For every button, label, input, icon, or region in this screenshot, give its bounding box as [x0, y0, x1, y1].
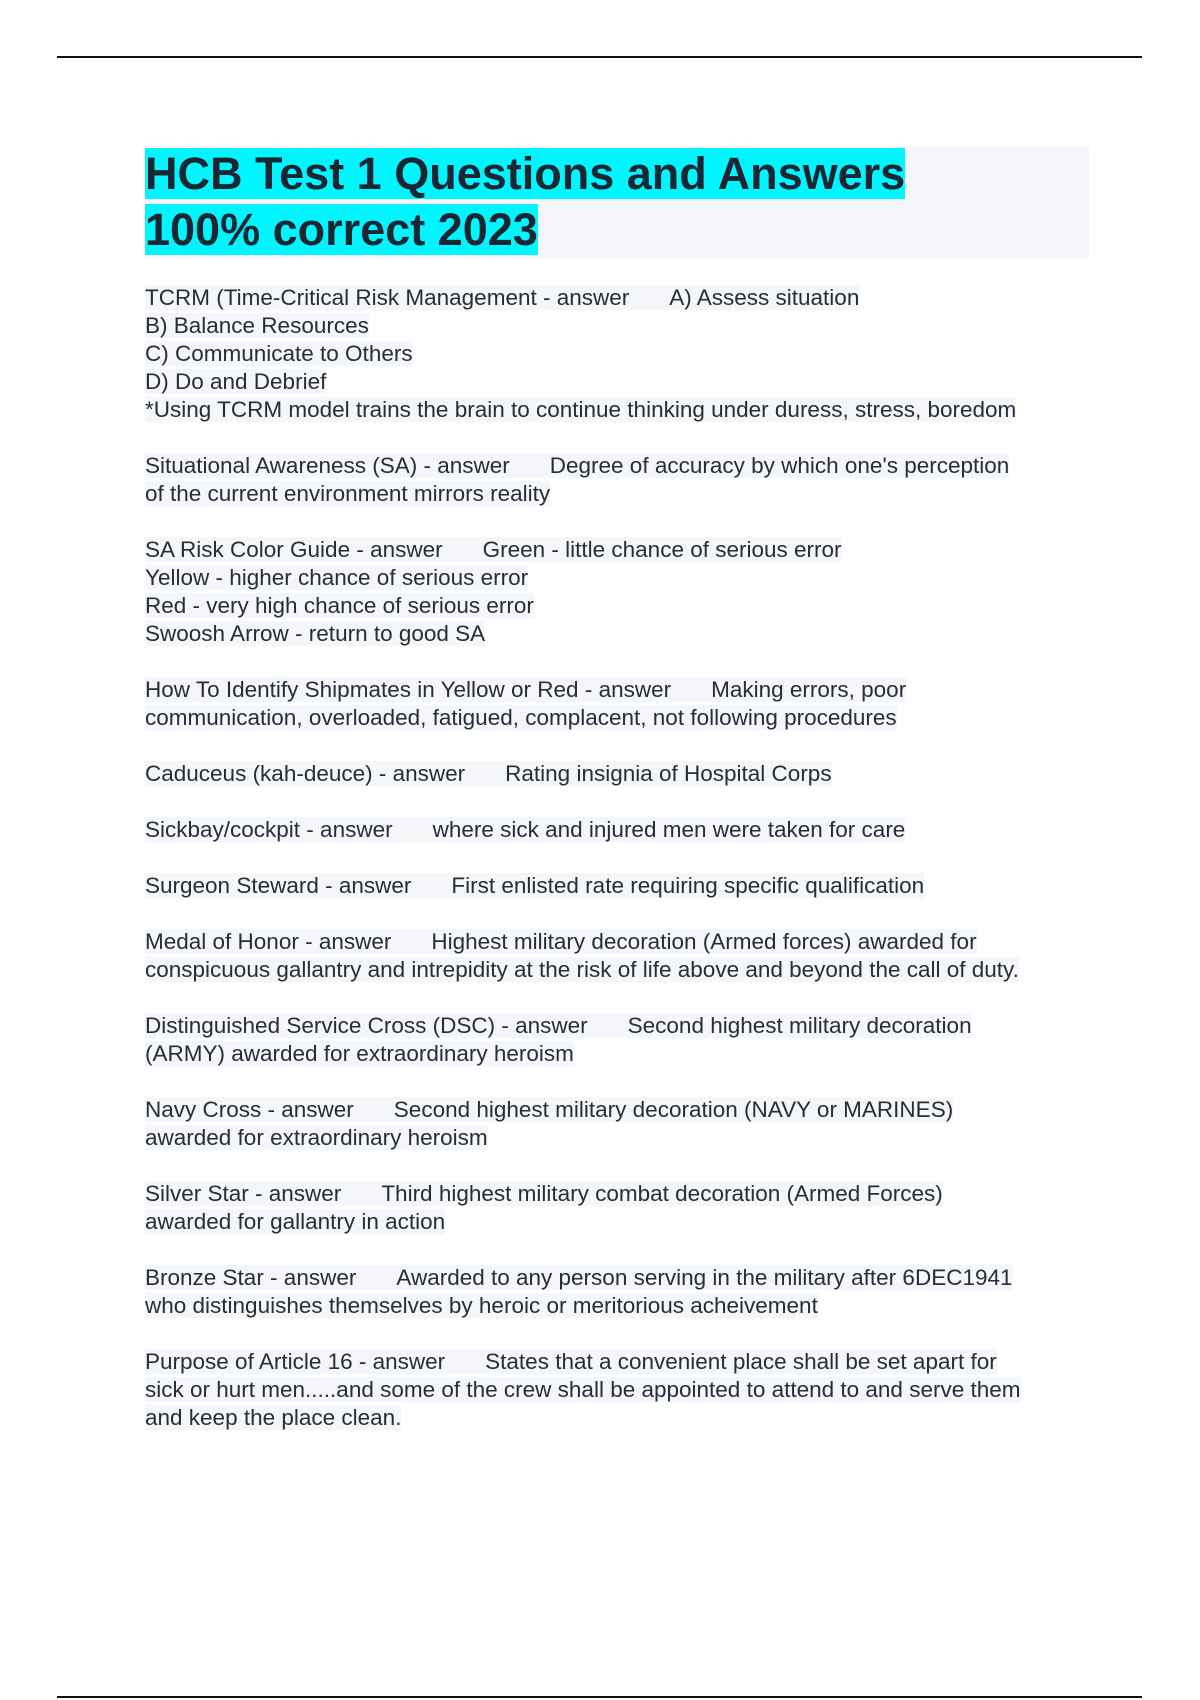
qa-first-line [145, 1180, 1089, 1208]
qa-continuation-text: awarded for extraordinary heroism [145, 1125, 488, 1150]
qa-first-line-text [145, 453, 1009, 478]
qa-continuation-line [145, 1040, 1089, 1068]
qa-item [145, 452, 1089, 508]
qa-continuation-line [145, 340, 1089, 368]
qa-first-line [145, 872, 1089, 900]
top-rule [57, 56, 1142, 58]
qa-continuation-text: awarded for gallantry in action [145, 1209, 446, 1234]
qa-term: Silver Star - answer [145, 1181, 342, 1206]
qa-term: Distinguished Service Cross (DSC) - answer [145, 1013, 588, 1038]
qa-term: Navy Cross - answer [145, 1097, 354, 1122]
qa-continuation-line [145, 564, 1089, 592]
qa-first-line [145, 1096, 1089, 1124]
qa-term: Purpose of Article 16 - answer [145, 1349, 446, 1374]
qa-first-line-text [145, 1013, 972, 1038]
qa-first-line [145, 284, 1089, 312]
qa-first-line-text [145, 677, 906, 702]
qa-answer: States that a convenient place shall be set apart for [485, 1349, 997, 1374]
qa-first-line [145, 816, 1089, 844]
qa-first-line-text [145, 1181, 943, 1206]
qa-first-line [145, 1012, 1089, 1040]
qa-list [145, 284, 1089, 1432]
qa-continuation-line [145, 1376, 1089, 1404]
qa-continuation-line [145, 704, 1089, 732]
qa-answer: Awarded to any person serving in the military after 6DEC1941 [396, 1265, 1013, 1290]
qa-continuation-line [145, 1292, 1089, 1320]
qa-item [145, 1348, 1089, 1432]
qa-term: Situational Awareness (SA) - answer [145, 453, 510, 478]
qa-continuation-text: C) Communicate to Others [145, 341, 413, 366]
qa-answer: Green - little chance of serious error [482, 537, 842, 562]
qa-continuation-text: of the current environment mirrors reality [145, 481, 551, 506]
qa-item [145, 872, 1089, 900]
qa-continuation-text: Red - very high chance of serious error [145, 593, 534, 618]
qa-first-line-text [145, 761, 832, 786]
qa-continuation-text: (ARMY) awarded for extraordinary heroism [145, 1041, 574, 1066]
qa-answer: Making errors, poor [711, 677, 907, 702]
qa-first-line [145, 1348, 1089, 1376]
qa-term: How To Identify Shipmates in Yellow or Red - answer [145, 677, 672, 702]
title-block [145, 146, 1089, 258]
qa-answer: where sick and injured men were taken for care [432, 817, 906, 842]
qa-continuation-line [145, 592, 1089, 620]
qa-item [145, 1096, 1089, 1152]
qa-item [145, 816, 1089, 844]
qa-term: Bronze Star - answer [145, 1265, 357, 1290]
title-line-1: HCB Test 1 Questions and Answers [145, 148, 906, 199]
qa-first-line-text [145, 1349, 997, 1374]
qa-first-line-text [145, 1097, 953, 1122]
qa-first-line-text [145, 1265, 1013, 1290]
qa-continuation-line [145, 1208, 1089, 1236]
qa-item [145, 1180, 1089, 1236]
qa-answer: Highest military decoration (Armed forces) awarded for [431, 929, 977, 954]
qa-continuation-text: B) Balance Resources [145, 313, 369, 338]
qa-continuation-text: sick or hurt men.....and some of the crew shall be appointed to attend to and serve them [145, 1377, 1021, 1402]
qa-first-line [145, 1264, 1089, 1292]
qa-item [145, 1012, 1089, 1068]
qa-first-line [145, 928, 1089, 956]
qa-continuation-line [145, 1124, 1089, 1152]
qa-continuation-text: Yellow - higher chance of serious error [145, 565, 529, 590]
qa-first-line [145, 676, 1089, 704]
qa-term: Medal of Honor - answer [145, 929, 392, 954]
qa-first-line [145, 760, 1089, 788]
document-title [145, 146, 1089, 258]
qa-continuation-line [145, 396, 1089, 424]
qa-item [145, 284, 1089, 424]
qa-continuation-text: who distinguishes themselves by heroic or meritorious acheivement [145, 1293, 818, 1318]
qa-term: SA Risk Color Guide - answer [145, 537, 443, 562]
title-line-2: 100% correct 2023 [145, 204, 538, 255]
qa-answer: Rating insignia of Hospital Corps [505, 761, 832, 786]
qa-item [145, 536, 1089, 648]
qa-continuation-line [145, 620, 1089, 648]
bottom-rule [57, 1696, 1142, 1698]
qa-term: Surgeon Steward - answer [145, 873, 412, 898]
qa-answer: First enlisted rate requiring specific qualification [451, 873, 925, 898]
document-body [145, 146, 1089, 1460]
qa-item [145, 676, 1089, 732]
qa-continuation-text: D) Do and Debrief [145, 369, 327, 394]
qa-continuation-text: *Using TCRM model trains the brain to continue thinking under duress, stress, boredom [145, 397, 1017, 422]
qa-first-line [145, 536, 1089, 564]
qa-continuation-line [145, 956, 1089, 984]
qa-answer: Second highest military decoration [627, 1013, 972, 1038]
qa-item [145, 760, 1089, 788]
qa-answer: Third highest military combat decoration (Armed Forces) [381, 1181, 943, 1206]
qa-continuation-text: and keep the place clean. [145, 1405, 402, 1430]
qa-continuation-text: Swoosh Arrow - return to good SA [145, 621, 486, 646]
qa-term: TCRM (Time-Critical Risk Management - answer [145, 285, 630, 310]
qa-first-line-text [145, 929, 977, 954]
qa-term: Caduceus (kah-deuce) - answer [145, 761, 466, 786]
qa-first-line-text [145, 873, 924, 898]
qa-item [145, 1264, 1089, 1320]
qa-first-line [145, 452, 1089, 480]
qa-answer: A) Assess situation [669, 285, 860, 310]
qa-continuation-line [145, 368, 1089, 396]
qa-answer: Degree of accuracy by which one's perception [549, 453, 1010, 478]
qa-continuation-text: communication, overloaded, fatigued, complacent, not following procedures [145, 705, 897, 730]
qa-term: Sickbay/cockpit - answer [145, 817, 393, 842]
qa-continuation-line [145, 1404, 1089, 1432]
qa-continuation-text: conspicuous gallantry and intrepidity at the risk of life above and beyond the call of duty. [145, 957, 1019, 982]
qa-first-line-text [145, 537, 842, 562]
qa-answer: Second highest military decoration (NAVY or MARINES) [393, 1097, 954, 1122]
qa-continuation-line [145, 480, 1089, 508]
qa-first-line-text [145, 817, 905, 842]
qa-continuation-line [145, 312, 1089, 340]
qa-item [145, 928, 1089, 984]
qa-first-line-text [145, 285, 859, 310]
